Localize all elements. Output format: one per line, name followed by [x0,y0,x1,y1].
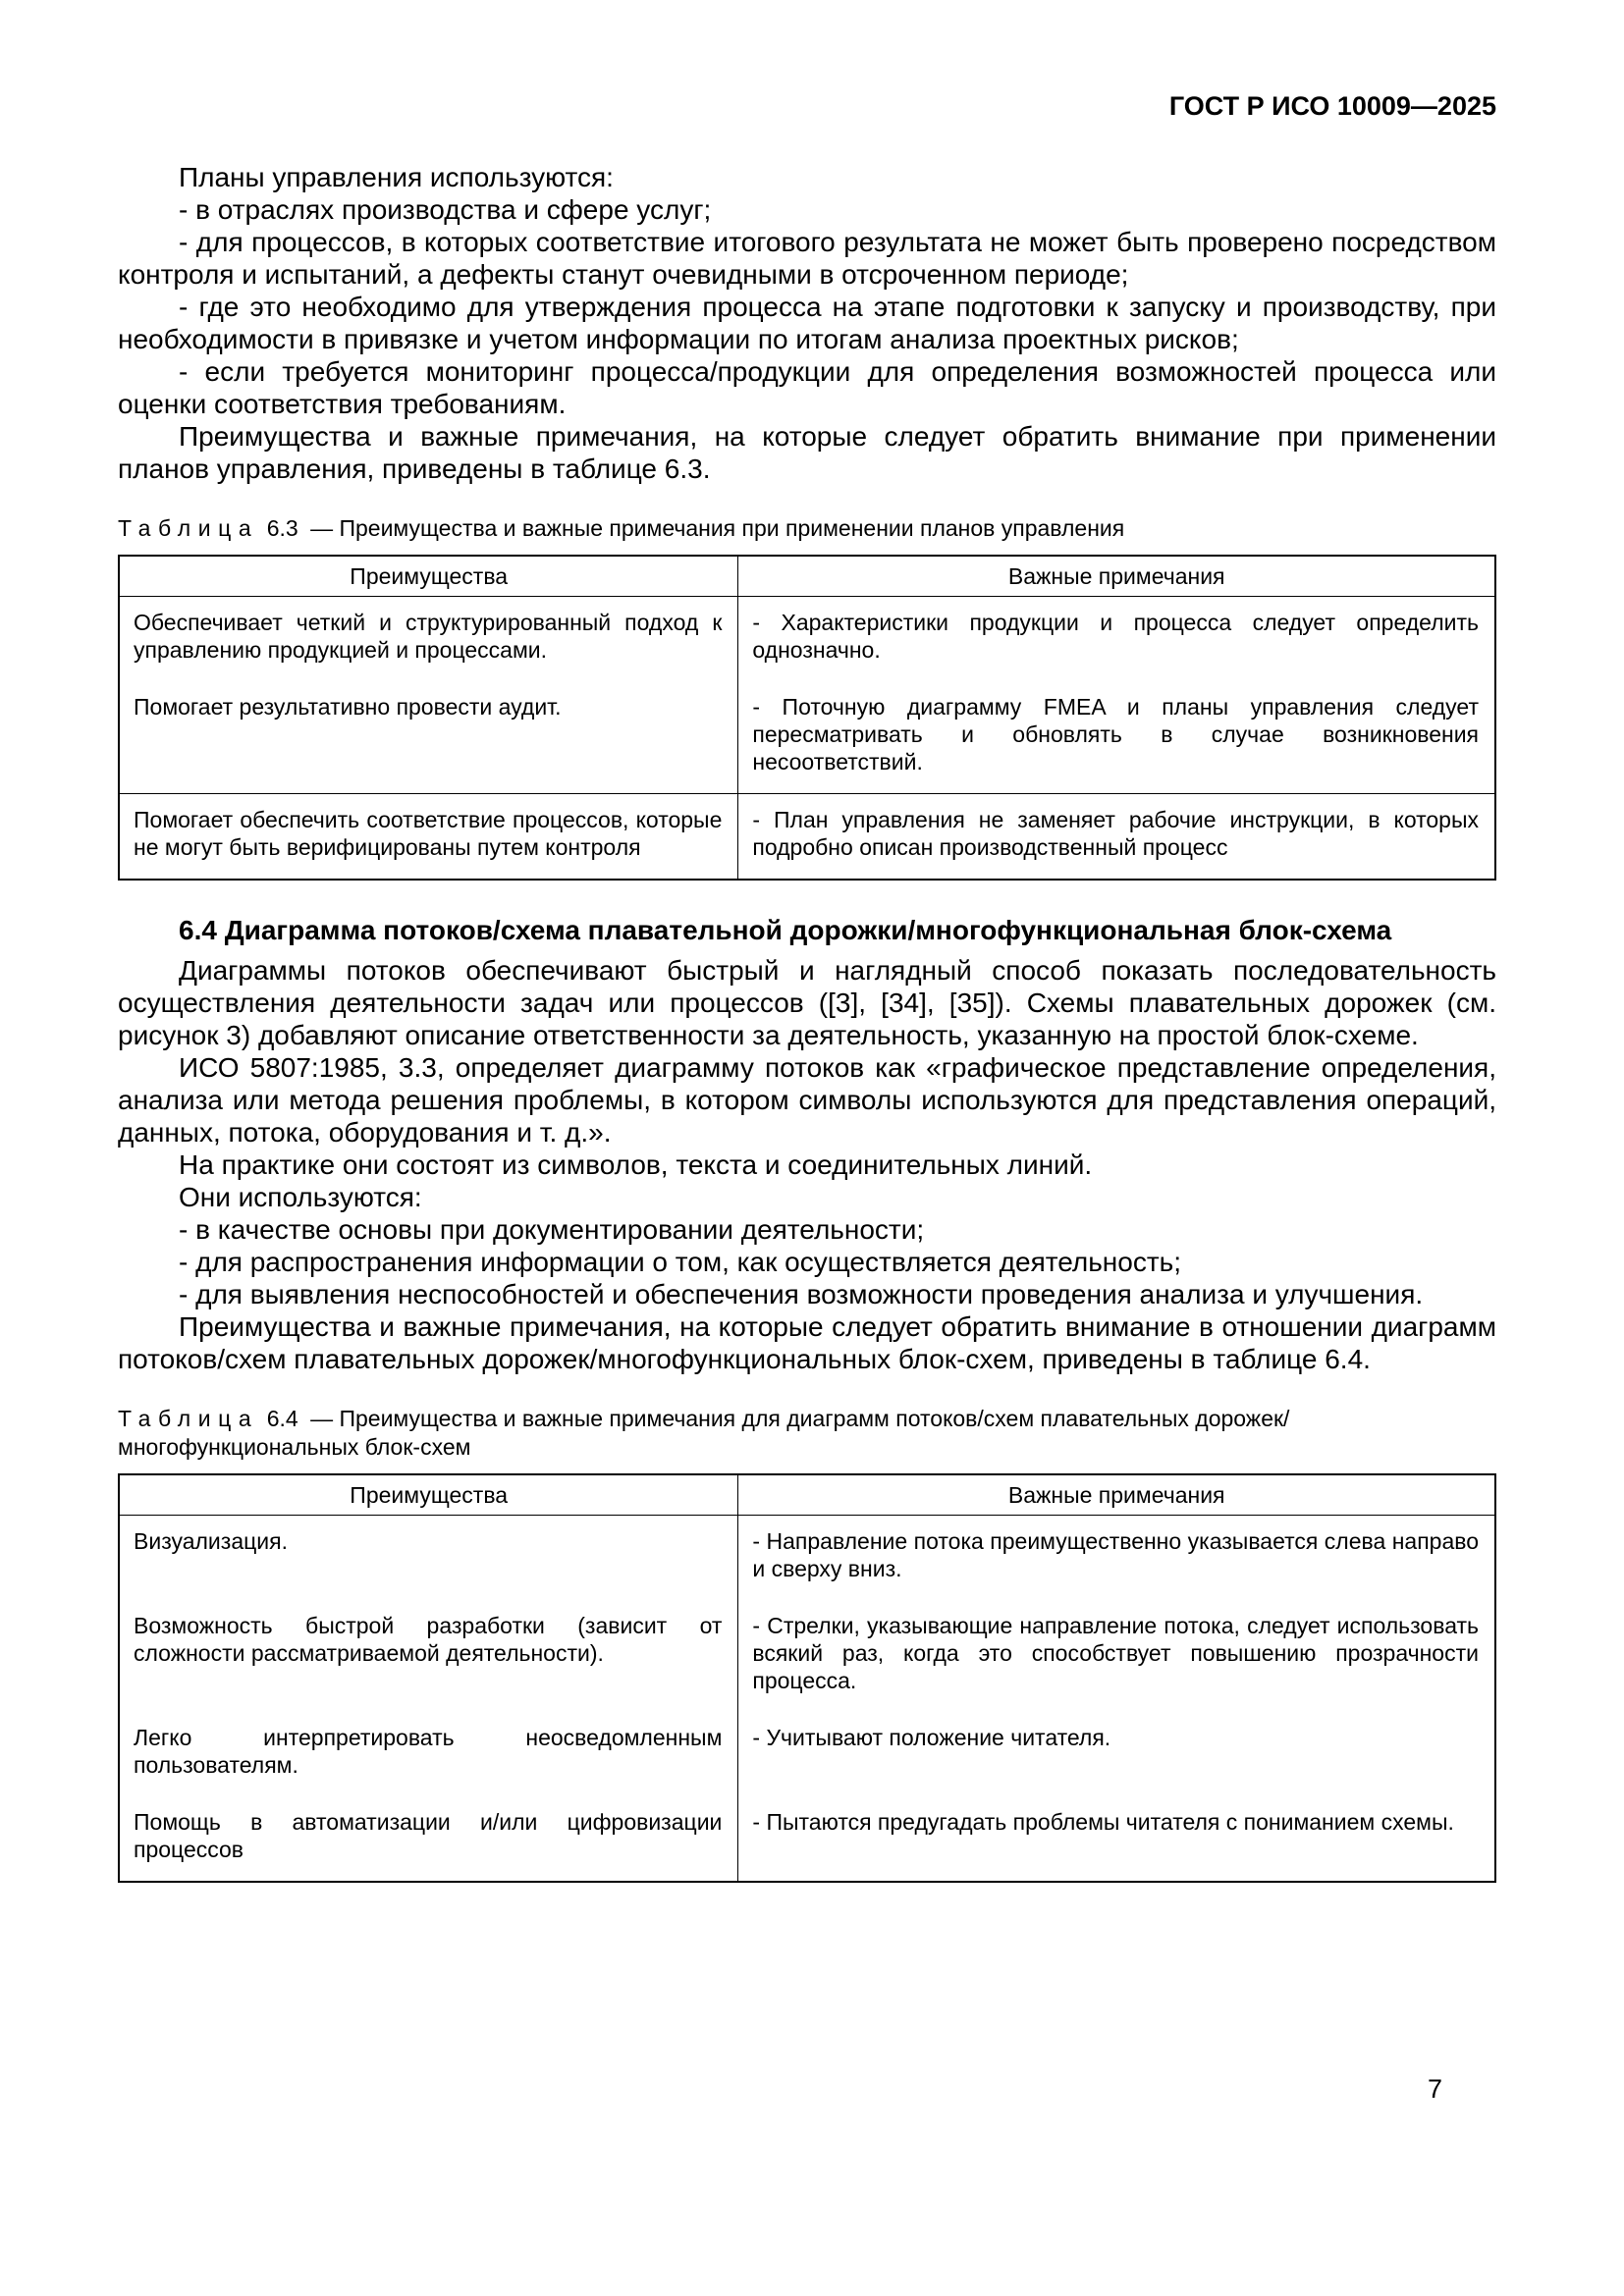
list-item-paragraph: - в отраслях производства и сфере услуг; [179,194,712,225]
table-cell-note: - Учитывают положение читателя. [752,1725,1111,1750]
table-cell-advantage: Визуализация. [119,1516,738,1601]
table-row [119,681,1495,794]
list-item-paragraph: - где это необходимо для утверждения процесса на этапе подготовки к запуску и производству, при необходимости в привязке и учетом информации по итогам анализа проектных рисков; [118,292,1496,354]
table-cell-note: - План управления не заменяет рабочие инструкции, в которых подробно описан производственный процесс [738,794,1495,881]
table-row [119,794,1495,881]
table-row [119,1516,1495,1601]
table-row [119,597,1495,682]
list-item-paragraph: - для выявления неспособностей и обеспечения возможности проведения анализа и улучшения. [179,1279,1424,1309]
table-caption-word: Таблица [118,515,259,541]
column-header-notes: Важные примечания [738,1474,1495,1516]
table-cell-note: - Характеристики продукции и процесса следует определить однозначно. [752,610,1479,663]
list-item-paragraph: - для процессов, в которых соответствие итогового результата не может быть проверено посредством контроля и испытаний, а дефекты станут очевидными в отсроченном периоде; [118,227,1496,290]
table-row [119,1712,1495,1796]
paragraph: ИСО 5807:1985, 3.3, определяет диаграмму потоков как «графическое представление определения, анализа или метода решения проблемы, в котором символы используются для представления операций, данных, потока, оборудования и т. д.». [118,1052,1496,1148]
table-6-4 [118,1473,1496,1883]
paragraph: На практике они состоят из символов, текста и соединительных линий. [179,1149,1093,1180]
page-number: 7 [1427,2074,1442,2104]
table-cell-note: - Направление потока преимущественно указывается слева направо и сверху вниз. [752,1528,1479,1581]
section-6-4-body [118,954,1496,1375]
section-heading-6-4: 6.4 Диаграмма потоков/схема плавательной дорожки/многофункциональная блок-схема [179,915,1392,945]
table-cell-note: - Поточную диаграмму FMEA и планы управления следует пересматривать и обновлять в случае возникновения несоответствий. [752,694,1479,774]
table-cell-advantage: Легко интерпретировать неосведомленным пользователям. [119,1712,738,1796]
table-cell-advantage: Обеспечивает четкий и структурированный подход к управлению продукцией и процессами. [119,597,738,682]
intro-section [118,161,1496,485]
table-cell-advantage: Помогает результативно провести аудит. [119,681,738,794]
list-item-paragraph: - для распространения информации о том, как осуществляется деятельность; [179,1247,1182,1277]
table-caption-text: — Преимущества и важные примечания для диаграмм потоков/схем плавательных дорожек/многофункциональных блок-схем [118,1406,1290,1460]
table-cell-advantage: Помогает обеспечить соответствие процессов, которые не могут быть верифицированы путем контроля [119,794,738,881]
paragraph: Преимущества и важные примечания, на которые следует обратить внимание при применении планов управления, приведены в таблице 6.3. [118,421,1496,484]
column-header-advantages: Преимущества [119,556,738,597]
table-cell-note: - Пытаются предугадать проблемы читателя с пониманием схемы. [752,1809,1454,1835]
paragraph: Преимущества и важные примечания, на которые следует обратить внимание в отношении диаграмм потоков/схем плавательных дорожек/многофункциональных блок-схем, приведены в таблице 6.4. [118,1311,1496,1374]
table-caption-number: 6.3 [266,515,298,541]
table-row [119,1796,1495,1882]
column-header-advantages: Преимущества [119,1474,738,1516]
paragraph: Они используются: [179,1182,422,1212]
table-6-4-caption [118,1405,1496,1462]
document-header: ГОСТ Р ИСО 10009—2025 [1168,91,1496,121]
table-cell-advantage: Возможность быстрой разработки (зависит от сложности рассматриваемой деятельности). [119,1600,738,1712]
paragraph: Диаграммы потоков обеспечивают быстрый и наглядный способ показать последовательность осуществления деятельности задач или процессов ([3], [34], [35]). Схемы плавательных дорожек (см. рисунок 3) добавляют описание ответственности за деятельность, указанную на простой блок-схеме. [118,955,1496,1050]
paragraph: Планы управления используются: [179,162,614,192]
table-caption-word: Таблица [118,1406,259,1431]
list-item-paragraph: - если требуется мониторинг процесса/продукции для определения возможностей процесса или оценки соответствия требованиям. [118,356,1496,419]
table-header-row [119,556,1495,597]
table-cell-advantage: Помощь в автоматизации и/или цифровизации процессов [119,1796,738,1882]
table-caption-text: — Преимущества и важные примечания при применении планов управления [310,515,1125,541]
list-item-paragraph: - в качестве основы при документировании деятельности; [179,1214,925,1245]
table-header-row [119,1474,1495,1516]
table-caption-number: 6.4 [266,1406,298,1431]
table-cell-note: - Стрелки, указывающие направление потока, следует использовать всякий раз, когда это способствует повышению прозрачности процесса. [752,1613,1479,1693]
table-6-3-caption [118,514,1496,543]
table-row [119,1600,1495,1712]
column-header-notes: Важные примечания [738,556,1495,597]
table-6-3 [118,555,1496,881]
